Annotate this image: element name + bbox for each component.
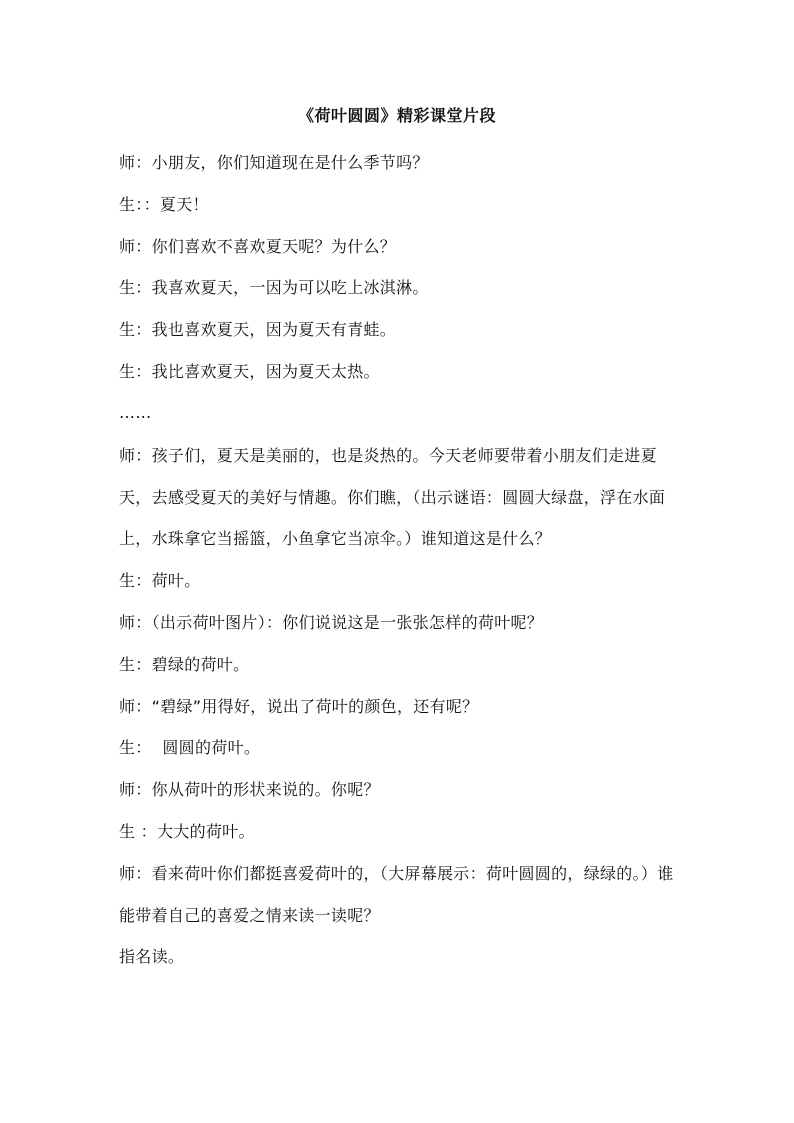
paragraph-student-round-leaf: 生： 圆圆的荷叶。: [119, 738, 261, 758]
paragraph-ellipsis: ……: [119, 402, 152, 422]
paragraph-teacher-read-aloud: 师：看来荷叶你们都挺喜爱荷叶的，（大屏幕展示：荷叶圆圆的，绿绿的。）谁能带着自己的喜爱之情来读一读呢？: [119, 863, 674, 925]
document-title: 《荷叶圆圆》精彩课堂片段: [297, 106, 496, 125]
paragraph-teacher-green-praise: 师：“碧绿”用得好，说出了荷叶的颜色，还有呢？: [119, 696, 479, 716]
paragraph-student-summer: 生：：夏天！: [119, 194, 209, 214]
paragraph-teacher-show-picture: 师：（出示荷叶图片）：你们说说这是一张张怎样的荷叶呢？: [119, 612, 544, 632]
paragraph-name-reading: 指名读。: [119, 947, 185, 967]
paragraph-student-hot: 生：我比喜欢夏天，因为夏天太热。: [119, 361, 380, 381]
paragraph-teacher-riddle: 师：孩子们，夏天是美丽的，也是炎热的。今天老师要带着小朋友们走进夏天，去感受夏天的美好与情趣。你们瞧，（出示谜语：圆圆大绿盘，浮在水面上，水珠拿它当摇篮，小鱼拿它当凉伞。）谁知道这是什么？: [119, 445, 666, 549]
paragraph-student-green-leaf: 生：碧绿的荷叶。: [119, 654, 250, 674]
paragraph-teacher-shape: 师：你从荷叶的形状来说的。你呢？: [119, 780, 380, 800]
paragraph-student-ice-cream: 生：我喜欢夏天，一因为可以吃上冰淇淋。: [119, 278, 429, 298]
paragraph-teacher-like-summer: 师：你们喜欢不喜欢夏天呢？为什么？: [119, 236, 397, 256]
paragraph-student-frog: 生：我也喜欢夏天，因为夏天有青蛙。: [119, 320, 397, 340]
paragraph-student-big-leaf: 生 ：大大的荷叶。: [119, 821, 255, 841]
paragraph-student-lotus-leaf: 生：荷叶。: [119, 571, 201, 591]
paragraph-teacher-question-season: 师：小朋友，你们知道现在是什么季节吗？: [119, 153, 429, 172]
document-body: [119, 142, 681, 978]
